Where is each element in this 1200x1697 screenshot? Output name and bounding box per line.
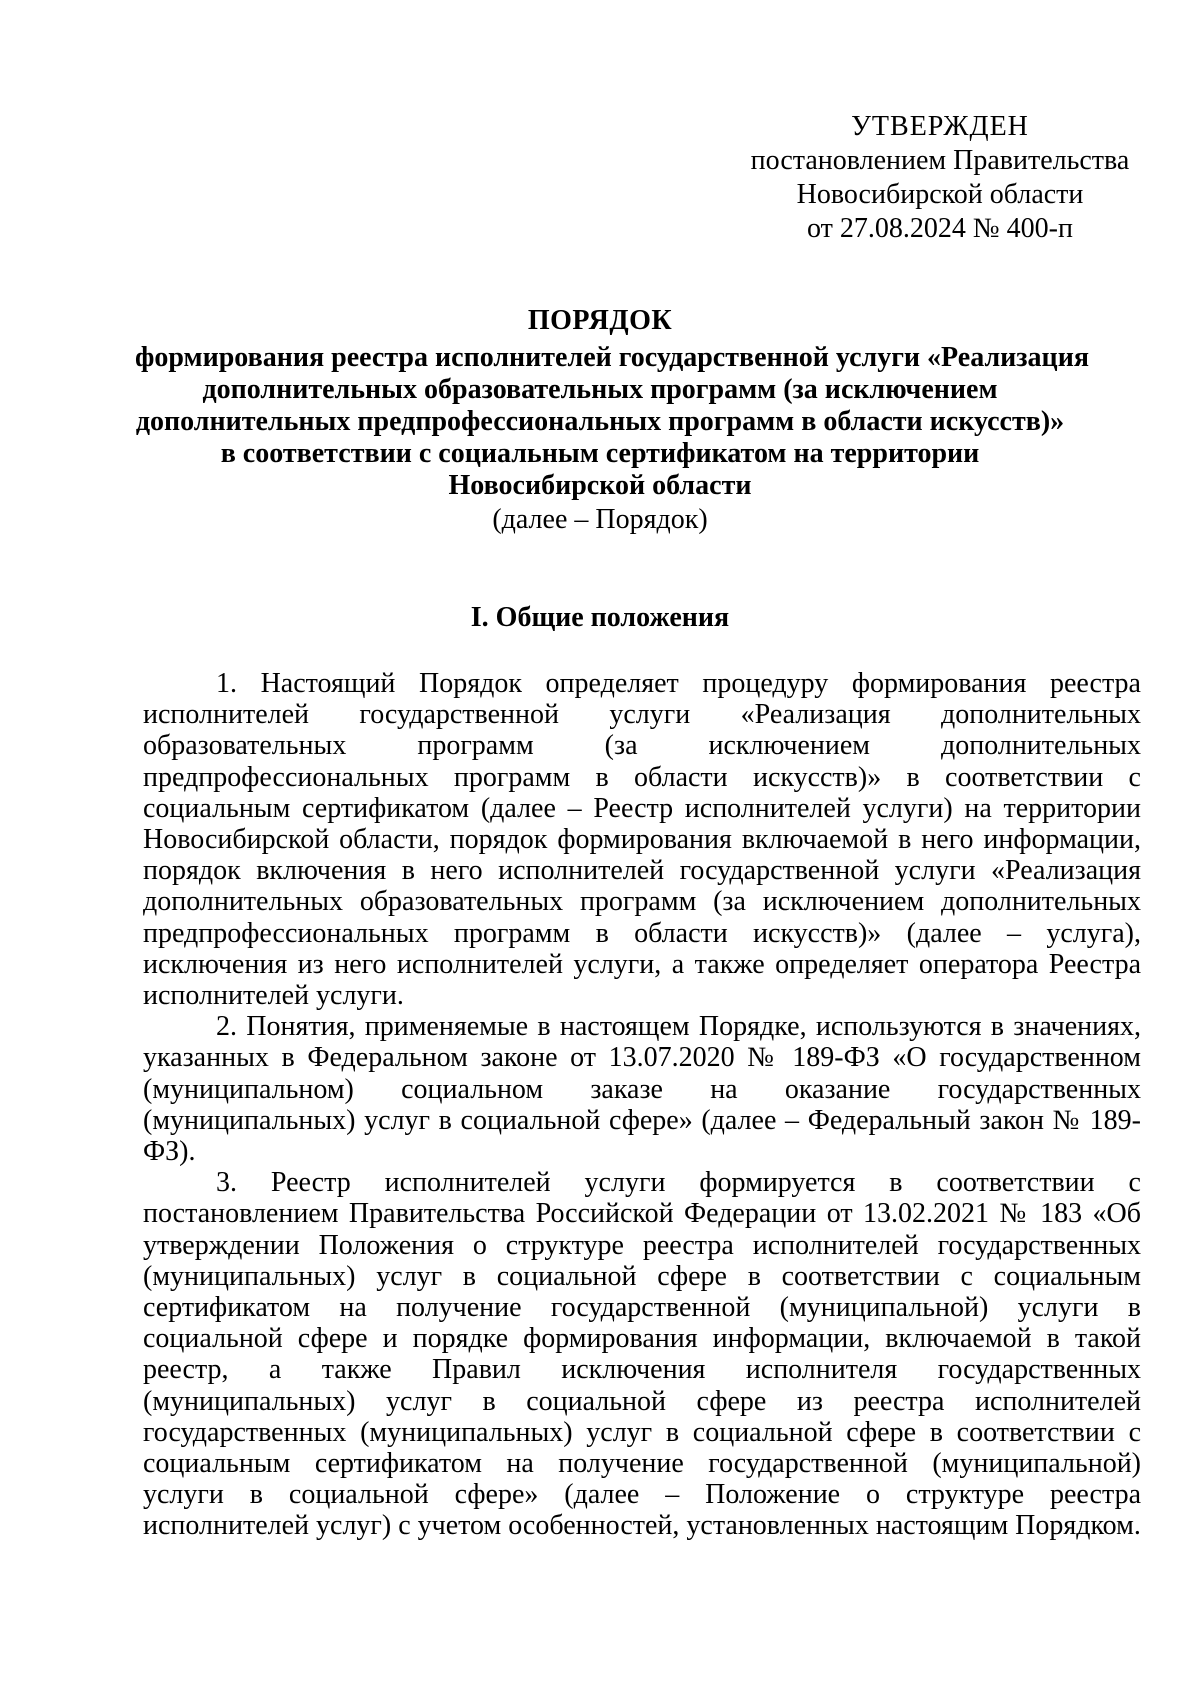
document-subtitle-line: в соответствии с социальным сертификатом на территории [220, 438, 980, 469]
document-subtitle-line: дополнительных предпрофессиональных программ в области искусств)» [135, 406, 1065, 437]
section-heading: I. Общие положения [470, 602, 730, 633]
approval-heading: УТВЕРЖДЕН [851, 111, 1029, 142]
approval-region: Новосибирской области [796, 179, 1084, 210]
approval-date-number: от 27.08.2024 № 400-п [807, 213, 1073, 244]
document-subtitle-line: Новосибирской области [448, 470, 752, 501]
document-body [143, 668, 1141, 1542]
document-short-name: (далее – Порядок) [492, 504, 708, 535]
paragraph-1: 1. Настоящий Порядок определяет процедуру формирования реестра исполнителей государственной услуги «Реализация дополнительных образовательных программ (за исключением дополнительных предпрофессиональных программ в области искусств)» в соответствии с социальным сертификатом (далее – Реестр исполнителей услуги) на территории Новосибирской области, порядок формирования включаемой в него информации, порядок включения в него исполнителей государственной услуги «Реализация дополнительных образовательных программ (за исключением дополнительных предпрофессиональных программ в области искусств)» (далее – услуга), исключения из него исполнителей услуги, а также определяет оператора Реестра исполнителей услуги. [143, 668, 1141, 1012]
approval-stamp [740, 110, 1140, 246]
document-subtitle-line: формирования реестра исполнителей государственной услуги «Реализация [135, 342, 1089, 373]
paragraph-3: 3. Реестр исполнителей услуги формируется в соответствии с постановлением Правительства Российской Федерации от 13.02.2021 № 183 «Об утверждении Положения о структуре реестра исполнителей государственных (муниципальных) услуг в социальной сфере в соответствии с социальным сертификатом на получение государственной (муниципальной) услуги в социальной сфере и порядке формирования информации, включаемой в такой реестр, а также Правил исключения исполнителя государственных (муниципальных) услуг в социальной сфере из реестра исполнителей государственных (муниципальных) услуг в социальной сфере в соответствии с социальным сертификатом на получение государственной (муниципальной) услуги в социальной сфере» (далее – Положение о структуре реестра исполнителей услуг) с учетом особенностей, установленных настоящим Порядком. [143, 1167, 1141, 1542]
approval-authority: постановлением Правительства [750, 145, 1130, 176]
document-title: ПОРЯДОК [527, 305, 673, 336]
paragraph-2: 2. Понятия, применяемые в настоящем Порядке, используются в значениях, указанных в Федеральном законе от 13.07.2020 № 189-ФЗ «О государственном (муниципальном) социальном заказе на оказание государственных (муниципальных) услуг в социальной сфере» (далее – Федеральный закон № 189-ФЗ). [143, 1011, 1141, 1168]
document-subtitle-line: дополнительных образовательных программ (за исключением [202, 374, 998, 405]
document-title-block [135, 305, 1089, 536]
